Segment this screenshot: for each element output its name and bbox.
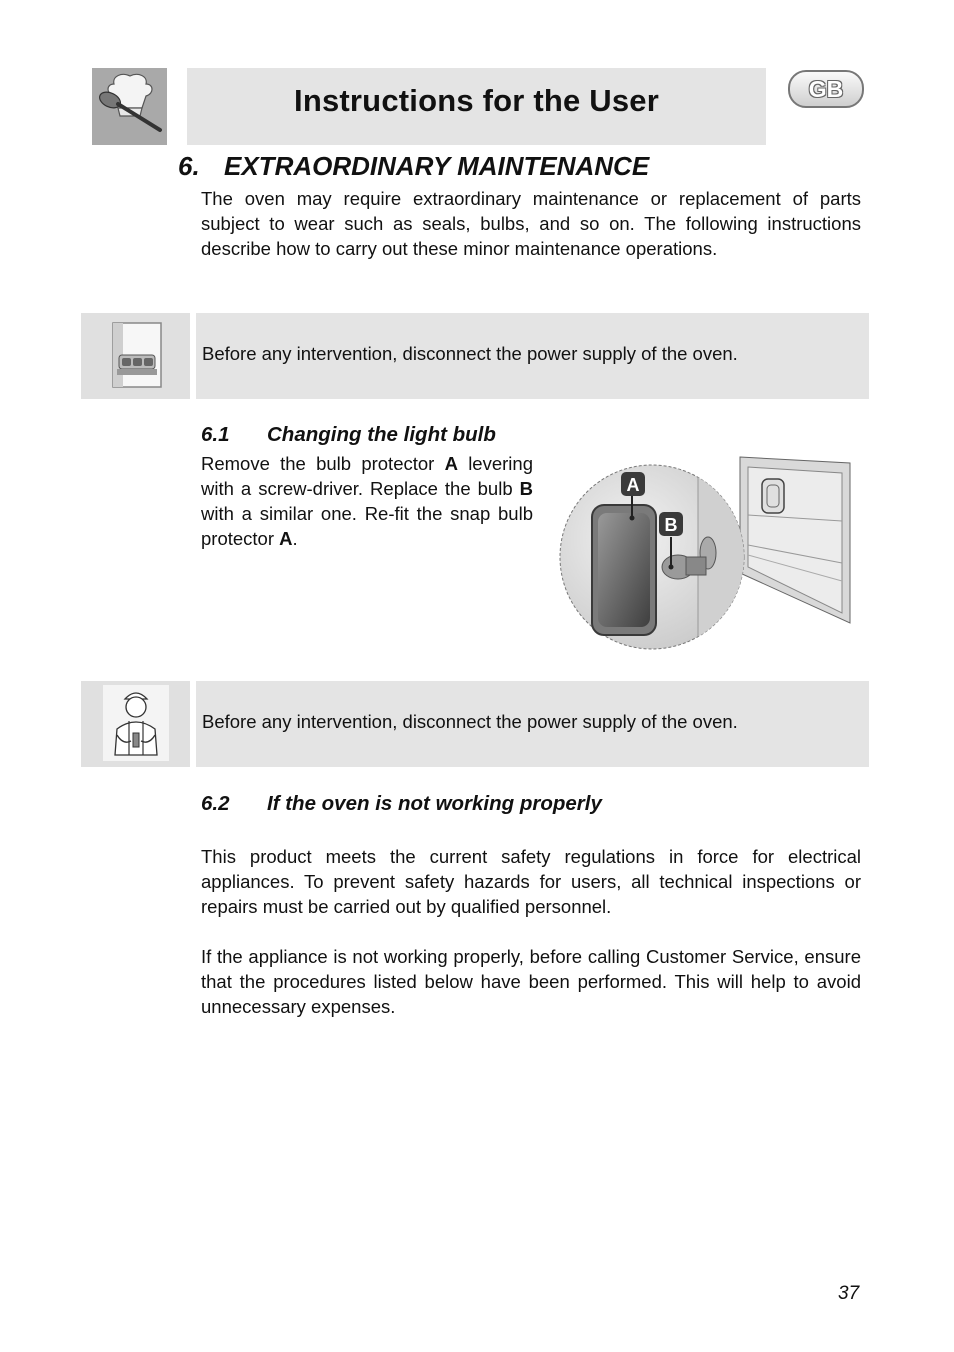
subsection-heading <box>201 792 602 816</box>
page-title: Instructions for the User <box>294 83 659 118</box>
warning-text: Before any intervention, disconnect the power supply of the oven. <box>202 343 738 364</box>
label-a: A <box>444 453 458 474</box>
subsection-title: Changing the light bulb <box>267 423 496 446</box>
figure-label-b: B <box>664 515 678 535</box>
language-badge: GB <box>788 70 864 108</box>
section-heading <box>178 151 649 182</box>
warning-text-cell <box>196 681 869 767</box>
intro-paragraph: The oven may require extraordinary maintenance or replacement of parts subject to wear such as seals, bulbs, and so on. The following instructions describe how to carry out these minor maintenance operations. <box>201 188 861 259</box>
chef-spoon-logo-icon <box>92 68 167 145</box>
subsection-heading <box>201 423 496 447</box>
safety-paragraph: This product meets the current safety regulations in force for electrical appliances. To prevent safety hazards for users, all technical inspections or repairs must be carried out by qualified personnel. <box>201 846 861 917</box>
label-b: B <box>519 478 533 499</box>
warning-icon-cell <box>81 313 190 399</box>
technician-icon <box>103 685 169 761</box>
bulb-text-1: Remove the bulb protector <box>201 453 445 474</box>
bulb-text-3: with a similar one. Re-fit the snap bulb protector <box>201 503 533 549</box>
bulb-text-2: levering with a screw-driver. Replace the bulb <box>201 453 533 499</box>
page-number: 37 <box>838 1283 860 1304</box>
label-a-2: A <box>279 528 293 549</box>
warning-text: Before any intervention, disconnect the power supply of the oven. <box>202 711 738 732</box>
warning-icon-cell <box>81 681 190 767</box>
section-number: 6. <box>178 151 200 181</box>
warning-text-cell <box>196 313 869 399</box>
subsection-number: 6.1 <box>201 423 230 446</box>
light-bulb-illustration <box>558 455 854 653</box>
warning-box <box>81 313 869 399</box>
bulb-instructions <box>201 451 533 551</box>
figure-label-a: A <box>626 475 640 495</box>
subsection-number: 6.2 <box>201 792 230 815</box>
section-title: EXTRAORDINARY MAINTENANCE <box>224 151 650 181</box>
warning-box <box>81 681 869 767</box>
service-paragraph: If the appliance is not working properly, before calling Customer Service, ensure that the procedures listed below have been performed. This will help to avoid unnecessary expenses. <box>201 946 861 1017</box>
power-switch-icon <box>103 319 169 391</box>
bulb-text-4: . <box>292 528 298 549</box>
subsection-title: If the oven is not working properly <box>267 792 602 815</box>
